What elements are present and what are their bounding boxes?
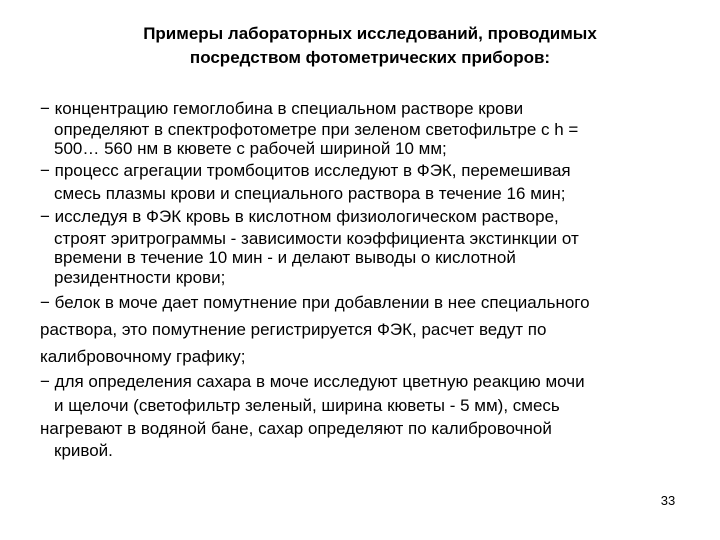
page-number: 33 (660, 493, 676, 508)
body-line: − концентрацию гемоглобина в специальном растворе крови (40, 99, 524, 118)
body-line: кривой. (54, 441, 113, 460)
body-line: смесь плазмы крови и специального раствора в течение 16 мин; (54, 184, 566, 203)
body-line: калибровочному графику; (40, 347, 246, 366)
body-line: резидентности крови; (54, 268, 226, 287)
body-line: раствора, это помутнение регистрируется ФЭК, расчет ведут по (40, 320, 547, 339)
slide-body (40, 97, 700, 462)
body-line: − процесс агрегации тромбоцитов исследуют в ФЭК, перемешивая (40, 161, 571, 180)
body-line: нагревают в водяной бане, сахар определяют по калибровочной (40, 419, 552, 438)
body-line: − исследуя в ФЭК кровь в кислотном физиологическом растворе, (40, 207, 559, 226)
body-line: и щелочи (светофильтр зеленый, ширина кюветы - 5 мм), смесь (54, 396, 560, 415)
slide-title (60, 22, 680, 70)
title-line: Примеры лабораторных исследований, проводимых (143, 24, 597, 43)
body-line: определяют в спектрофотометре при зеленом светофильтре с h = (54, 120, 579, 139)
body-line: 500… 560 нм в кювете с рабочей шириной 10 мм; (54, 139, 447, 158)
body-line: − белок в моче дает помутнение при добавлении в нее специального (40, 293, 590, 312)
body-line: − для определения сахара в моче исследуют цветную реакцию мочи (40, 372, 585, 391)
title-line: посредством фотометрических приборов: (189, 48, 551, 67)
body-line: времени в течение 10 мин - и делают выводы о кислотной (54, 248, 516, 267)
body-line: строят эритрограммы - зависимости коэффициента экстинкции от (54, 229, 579, 248)
